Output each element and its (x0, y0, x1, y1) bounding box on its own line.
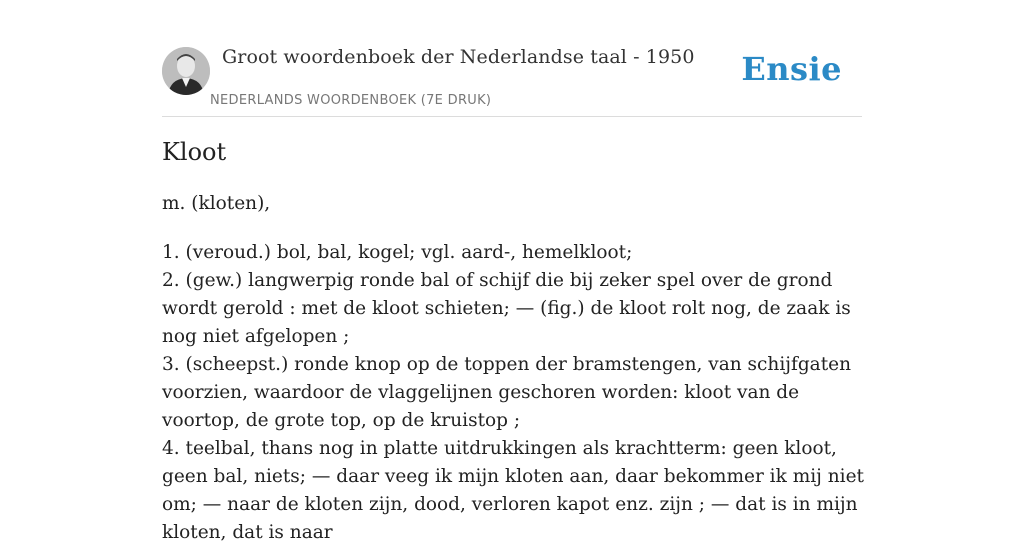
page-header (162, 40, 862, 117)
definition-sense: 1. (veroud.) bol, bal, kogel; vgl. aard-, hemelkloot; (162, 242, 633, 263)
definition-sense: 4. teelbal, thans nog in platte uitdrukkingen als krachtterm: geen kloot, geen bal, niets; — daar veeg ik mijn kloten aan, daar bekommer ik mij niet om; — naar de kloten zijn, dood, verloren kapot enz. zijn ; — dat is in mijn kloten, dat is naar (162, 438, 864, 543)
entry-title: Kloot (162, 138, 227, 166)
brand-logo[interactable]: Ensie (741, 50, 842, 88)
definition-sense: 3. (scheepst.) ronde knop op de toppen der bramstengen, van schijfgaten voorzien, waardoor de vlaggelijnen geschoren worden: kloot van de voortop, de grote top, op de kruistop ; (162, 354, 851, 431)
entry-grammar: m. (kloten), (162, 193, 271, 214)
book-title[interactable]: Groot woordenboek der Nederlandse taal - 1950 (222, 46, 695, 68)
definition-sense: 2. (gew.) langwerpig ronde bal of schijf die bij zeker spel over de grond wordt gerold : met de kloot schieten; — (fig.) de kloot rolt nog, de zaak is nog niet afgelopen ; (162, 270, 851, 347)
book-subtitle[interactable]: NEDERLANDS WOORDENBOEK (7E DRUK) (210, 93, 492, 108)
author-portrait-icon[interactable] (162, 47, 210, 95)
entry-definition (162, 239, 872, 547)
